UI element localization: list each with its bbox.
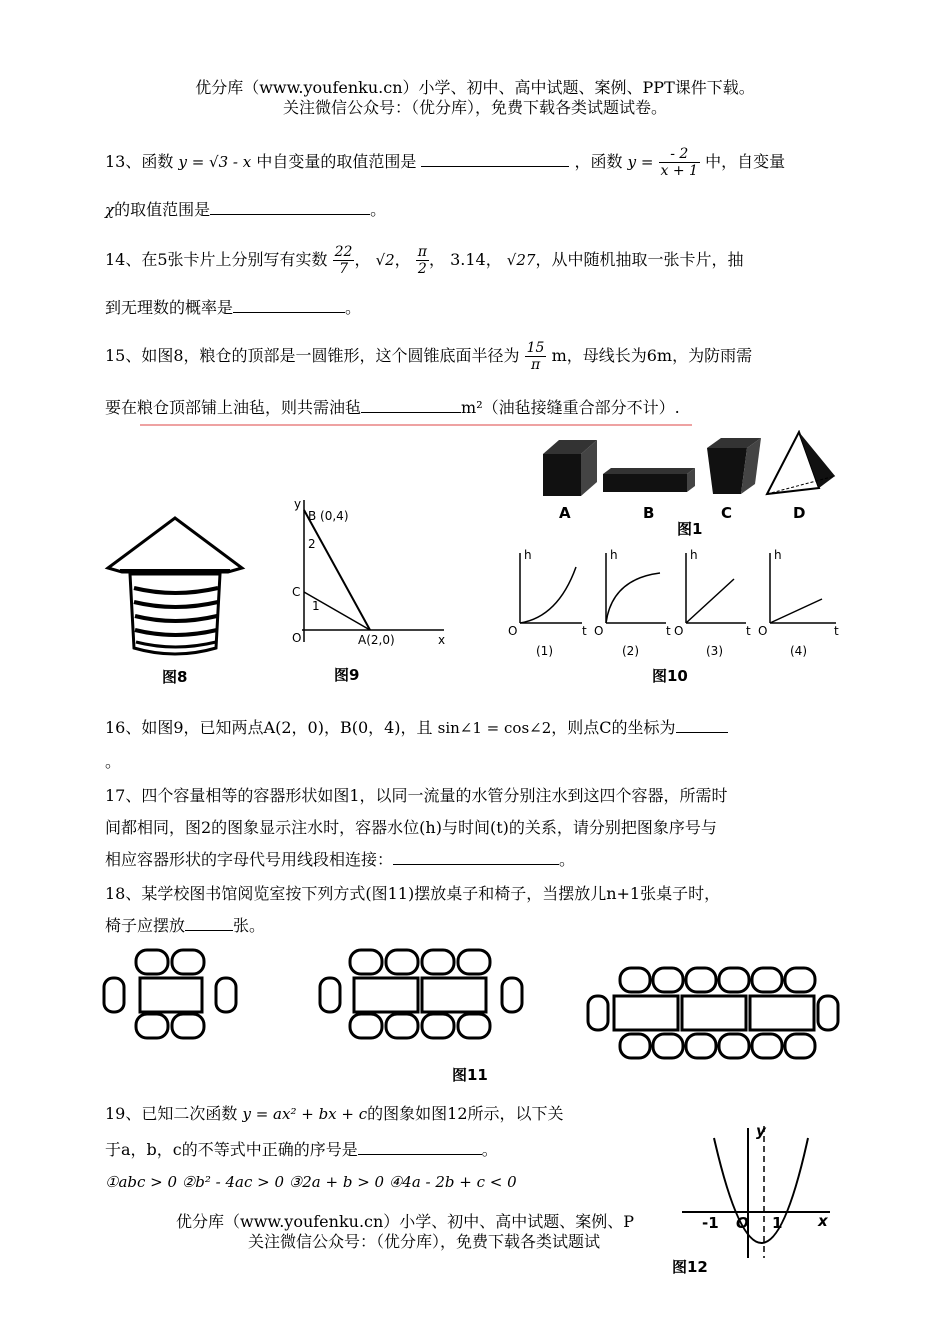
q13-comma: ，函数	[574, 152, 623, 171]
q17-end: 。	[559, 850, 576, 869]
q14-fraction-22-7	[333, 244, 355, 277]
graph4-h: h	[774, 548, 782, 562]
fig9-point-b: B (0,4)	[308, 509, 349, 523]
fig12-caption: 图12	[672, 1258, 708, 1276]
fig11-caption: 图11	[452, 1066, 488, 1084]
graph1-o: O	[508, 624, 518, 638]
q18-answer-blank[interactable]	[185, 916, 233, 931]
q15-line2-tail: m²（油毡接缝重合部分不计）.	[461, 398, 680, 417]
footer-line-1: 优分库（www.youfenku.cn）小学、初中、高中试题、案例、P	[176, 1212, 635, 1231]
question-19-line-2	[105, 1140, 498, 1160]
q13-mid: 中自变量的取值范围是	[256, 152, 417, 171]
fig12-1-label: 1	[772, 1214, 783, 1232]
q14-answer-blank[interactable]	[233, 298, 345, 313]
q13-formula-1: y = √3 - x	[178, 153, 252, 171]
fig12-x-label: x	[818, 1212, 828, 1230]
q14-f2-den: 2	[417, 261, 427, 277]
q14-f1-num: 22	[334, 244, 353, 260]
fig9-x-label: x	[438, 633, 446, 647]
graph1-h: h	[524, 548, 532, 562]
fig12-origin-label: O	[736, 1214, 749, 1232]
fig9-y-label: y	[294, 497, 302, 511]
q19-line-2-text: 于a，b，c的不等式中正确的序号是	[105, 1140, 358, 1159]
q13-line2-text: 的取值范围是	[114, 200, 211, 219]
graph2-label: (2)	[622, 644, 639, 658]
q15-f-den: π	[530, 357, 541, 373]
graph4-t: t	[834, 624, 839, 638]
q13-prefix: 13、函数	[105, 152, 174, 171]
q15-f-num: 15	[526, 340, 545, 356]
header-line-1: 优分库（www.youfenku.cn）小学、初中、高中试题、案例、PPT课件下载。	[195, 78, 755, 97]
fig1-label-b: B	[643, 504, 655, 522]
q19-formula: y = ax² + bx + c	[242, 1105, 368, 1123]
q17-answer-blank[interactable]	[393, 850, 559, 865]
question-14-line-1: 14、在5张卡片上分别写有实数 $\frac{22}{7}$ ， √2， $\frac{\pi}{2}$ ， 3.14， √27，从中随机抽取一张卡片，抽	[105, 244, 744, 277]
q14-sqrt2: √2	[375, 251, 395, 269]
q16-end: 。	[105, 752, 122, 771]
fig1-label-a: A	[559, 504, 571, 522]
q13-formula-2-lhs: y =	[627, 153, 654, 171]
fig1-caption: 图1	[677, 520, 703, 538]
q17-line-3-text: 相应容器形状的字母代号用线段相连接：	[105, 850, 394, 869]
q15-line2: 要在粮仓顶部铺上油毡，则共需油毡	[105, 398, 362, 417]
q15-fraction	[525, 340, 547, 373]
graph4-o: O	[758, 624, 768, 638]
q13-fraction-denominator: x + 1	[660, 163, 698, 179]
graph-2	[594, 548, 671, 658]
graph3-label: (3)	[706, 644, 723, 658]
q16-answer-blank[interactable]	[676, 718, 728, 733]
question-13-line-2	[105, 200, 386, 220]
footer-line-2: 关注微信公众号：（优分库），免费下载各类试题试	[248, 1232, 601, 1251]
q18-end: 张。	[233, 916, 266, 935]
q13-answer-blank-1[interactable]	[421, 152, 569, 167]
q18-line-1: 18、某学校图书馆阅览室按下列方式(图11)摆放桌子和椅子，当摆放儿n+1张桌子时，	[105, 884, 721, 903]
graph-3	[674, 548, 751, 658]
q14-line2: 到无理数的概率是	[105, 298, 234, 317]
question-13-line-1	[105, 146, 785, 179]
fig12-neg1-label: -1	[702, 1214, 719, 1232]
q14-tail: ，从中随机抽取一张卡片，抽	[535, 250, 744, 269]
fig9-caption: 图9	[334, 666, 360, 684]
q16-tail: ，则点C的坐标为	[551, 718, 676, 737]
graph3-t: t	[746, 624, 751, 638]
fig12-y-label: y	[756, 1122, 766, 1140]
q16-prefix: 16、如图9，已知两点A(2，0)，B(0，4)，且	[105, 718, 433, 737]
question-17-line-3	[105, 850, 575, 870]
graph-1	[508, 548, 587, 658]
q13-variable: χ	[105, 201, 115, 219]
q19-answer-blank[interactable]	[358, 1140, 482, 1155]
q19-options: ①abc > 0 ②b² - 4ac > 0 ③2a + b > 0 ④4a - 2b + c < 0	[105, 1173, 517, 1191]
q13-end: 。	[370, 200, 387, 219]
graph2-t: t	[666, 624, 671, 638]
graph3-h: h	[690, 548, 698, 562]
q15-prefix: 15、如图8，粮仓的顶部是一圆锥形，这个圆锥底面半径为	[105, 346, 520, 365]
graph1-label: (1)	[536, 644, 553, 658]
graph3-o: O	[674, 624, 684, 638]
fig9-point-c: C	[292, 585, 301, 599]
fig9-angle-2: 2	[308, 537, 316, 551]
fig9-origin: O	[292, 631, 302, 645]
question-14-line-2	[105, 298, 361, 318]
question-18-line-2	[105, 916, 265, 936]
q15-tail: m，母线长为6m，为防雨需	[551, 346, 753, 365]
fig10-caption: 图10	[652, 667, 688, 685]
graph1-t: t	[582, 624, 587, 638]
q14-end: 。	[345, 298, 362, 317]
figure-10-graphs	[500, 545, 845, 690]
question-15-line-2	[105, 398, 680, 418]
figure-12-parabola	[672, 1118, 842, 1278]
red-divider	[140, 422, 695, 428]
figure-8-granary	[100, 510, 250, 690]
graph2-o: O	[594, 624, 604, 638]
figure-1-containers	[535, 430, 845, 540]
q14-fraction-pi-2	[416, 244, 429, 277]
graph2-h: h	[610, 548, 618, 562]
fig1-label-c: C	[721, 504, 733, 522]
fig9-point-a: A(2,0)	[358, 633, 395, 647]
q13-answer-blank-2[interactable]	[210, 200, 370, 215]
q19-prefix: 19、已知二次函数	[105, 1104, 238, 1123]
q19-end: 。	[481, 1140, 498, 1159]
q19-tail: 的图象如图12所示，以下关	[367, 1104, 564, 1123]
q13-fraction-numerator: - 2	[659, 146, 700, 163]
question-16-line-1	[105, 718, 728, 738]
header-line-2: 关注微信公众号：（优分库），免费下载各类试题试卷。	[282, 98, 667, 117]
q14-f2-num: π	[417, 244, 427, 260]
q16-formula: sin∠1 = cos∠2	[437, 719, 552, 737]
q14-sqrt27: √27	[506, 251, 536, 269]
q18-line-2-text: 椅子应摆放	[105, 916, 186, 935]
graph-4	[758, 548, 839, 658]
q14-val: 3.14，	[450, 250, 502, 269]
figure-11-tables	[100, 940, 840, 1090]
figure-9-coordinate-diagram	[262, 492, 452, 687]
fig8-caption: 图8	[162, 668, 188, 686]
q17-line-2: 间都相同，图2的图象显示注水时，容器水位(h)与时间(t)的关系，请分别把图象序号与	[105, 818, 717, 837]
q15-answer-blank[interactable]	[361, 398, 461, 413]
fig1-label-d: D	[793, 504, 806, 522]
q13-tail: 中，自变量	[705, 152, 786, 171]
question-15-line-1	[105, 340, 752, 373]
fig9-angle-1: 1	[312, 599, 320, 613]
q13-fraction	[659, 146, 700, 179]
graph4-label: (4)	[790, 644, 807, 658]
question-19-line-1	[105, 1104, 564, 1124]
q14-f1-den: 7	[339, 261, 349, 277]
q14-prefix: 14、在5张卡片上分别写有实数	[105, 250, 328, 269]
q17-line-1: 17、四个容量相等的容器形状如图1，以同一流量的水管分别注水到这四个容器，所需时	[105, 786, 728, 805]
